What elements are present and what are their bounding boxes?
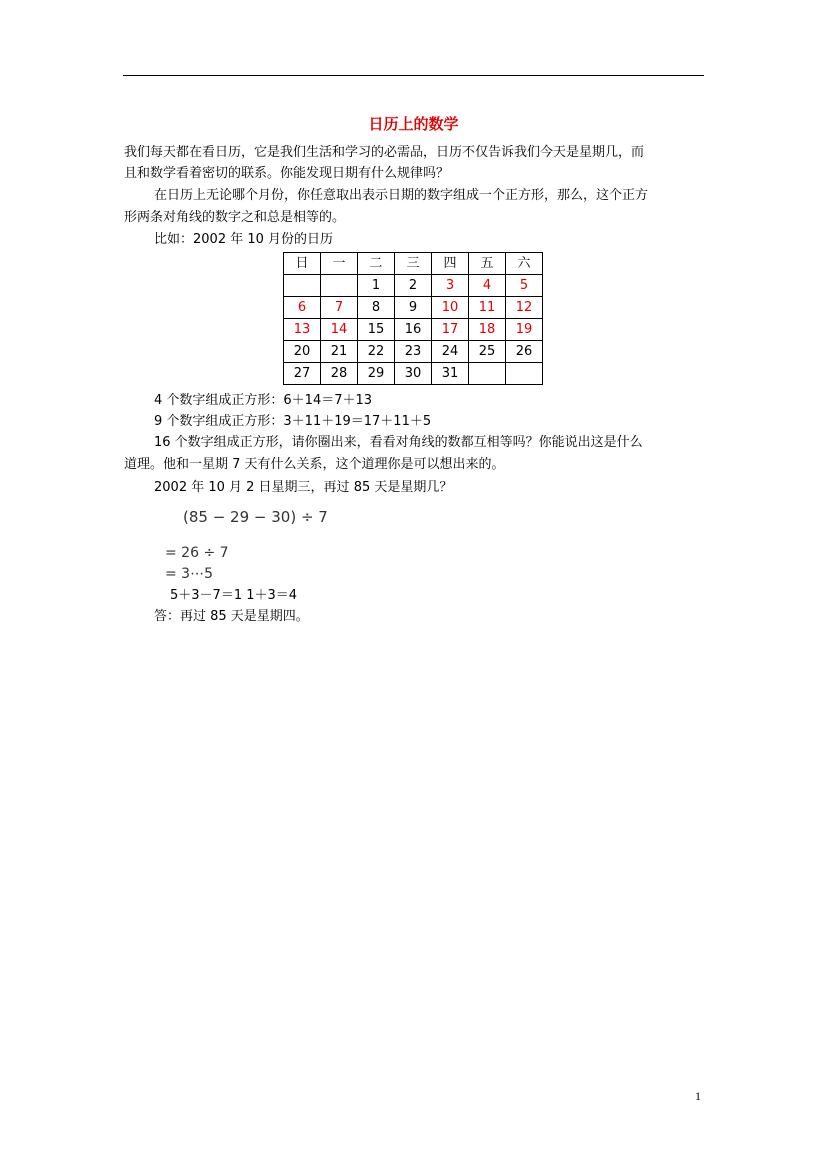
calendar-day-cell: 6 <box>284 297 321 319</box>
calendar-weekday-header: 三 <box>395 253 432 275</box>
calendar-day-cell: 23 <box>395 341 432 363</box>
calendar-day-cell: 28 <box>321 363 358 385</box>
calendar-day-cell <box>469 363 506 385</box>
calendar-day-cell: 24 <box>432 341 469 363</box>
division-formula: (85 − 29 − 30) ÷ 7 <box>183 508 328 526</box>
calendar-day-cell: 29 <box>358 363 395 385</box>
calendar-day-cell: 19 <box>506 319 543 341</box>
calendar-weekday-header: 四 <box>432 253 469 275</box>
sixteen-square-text-1: 16 个数字组成正方形，请你圈出来，看看对角线的数都互相等吗？你能说出这是什么 <box>154 435 643 450</box>
intro-line-4: 形两条对角线的数字之和总是相等的。 <box>124 210 346 225</box>
calendar-day-cell: 3 <box>432 275 469 297</box>
question-text: 2002 年 10 月 2 日星期三，再过 85 天是星期几？ <box>154 480 453 495</box>
calendar-day-cell: 30 <box>395 363 432 385</box>
calendar-day-cell: 26 <box>506 341 543 363</box>
calendar-day-cell: 8 <box>358 297 395 319</box>
calendar-week-row <box>284 341 543 363</box>
answer-text: 答：再过 85 天是星期四。 <box>154 609 309 624</box>
intro-line-3: 在日历上无论哪个月份，你任意取出表示日期的数字组成一个正方形，那么，这个正方 <box>154 188 649 203</box>
calendar-day-cell: 22 <box>358 341 395 363</box>
calendar-day-cell <box>321 275 358 297</box>
calendar-weekday-header: 五 <box>469 253 506 275</box>
calendar-weekday-header: 日 <box>284 253 321 275</box>
calendar-header-row <box>284 253 543 275</box>
calendar-day-cell: 11 <box>469 297 506 319</box>
nine-square-text: 9 个数字组成正方形：3＋11＋19＝17＋11＋5 <box>154 414 432 429</box>
calendar-week-row <box>284 363 543 385</box>
calendar-day-cell: 9 <box>395 297 432 319</box>
calendar-day-cell: 20 <box>284 341 321 363</box>
calendar-day-cell: 7 <box>321 297 358 319</box>
header-rule <box>123 75 704 76</box>
page-number: 1 <box>695 1089 701 1103</box>
calendar-day-cell: 31 <box>432 363 469 385</box>
page-title: 日历上的数学 <box>368 115 459 133</box>
calendar-day-cell: 5 <box>506 275 543 297</box>
four-square-text: 4 个数字组成正方形：6＋14＝7＋13 <box>154 393 373 408</box>
calc-step-2: = 3⋯5 <box>165 566 213 582</box>
calendar-day-cell <box>506 363 543 385</box>
calendar-day-cell <box>284 275 321 297</box>
calendar-day-cell: 12 <box>506 297 543 319</box>
calendar-day-cell: 25 <box>469 341 506 363</box>
intro-line-1: 我们每天都在看日历，它是我们生活和学习的必需品，日历不仅告诉我们今天是星期几，而 <box>124 145 645 160</box>
calendar-day-cell: 13 <box>284 319 321 341</box>
calendar-day-cell: 16 <box>395 319 432 341</box>
calendar-weekday-header: 六 <box>506 253 543 275</box>
calendar-day-cell: 27 <box>284 363 321 385</box>
calendar-day-cell: 10 <box>432 297 469 319</box>
calendar-week-row <box>284 275 543 297</box>
calendar-day-cell: 17 <box>432 319 469 341</box>
calendar-table <box>283 252 543 385</box>
calendar-day-cell: 4 <box>469 275 506 297</box>
calendar-day-cell: 15 <box>358 319 395 341</box>
sixteen-square-text-2: 道理。他和一星期 7 天有什么关系，这个道理你是可以想出来的。 <box>124 457 505 472</box>
calendar-day-cell: 1 <box>358 275 395 297</box>
calc-step-3: 5＋3－7＝1 1＋3＝4 <box>170 588 298 603</box>
calendar-day-cell: 18 <box>469 319 506 341</box>
calc-step-1: = 26 ÷ 7 <box>165 545 229 561</box>
calendar-weekday-header: 一 <box>321 253 358 275</box>
calendar-day-cell: 21 <box>321 341 358 363</box>
calendar-week-row <box>284 319 543 341</box>
intro-line-2: 且和数学看着密切的联系。你能发现日期有什么规律吗？ <box>124 166 450 181</box>
calendar-weekday-header: 二 <box>358 253 395 275</box>
calendar-week-row <box>284 297 543 319</box>
example-caption: 比如：2002 年 10 月份的日历 <box>154 232 334 247</box>
calendar-day-cell: 2 <box>395 275 432 297</box>
calendar-day-cell: 14 <box>321 319 358 341</box>
